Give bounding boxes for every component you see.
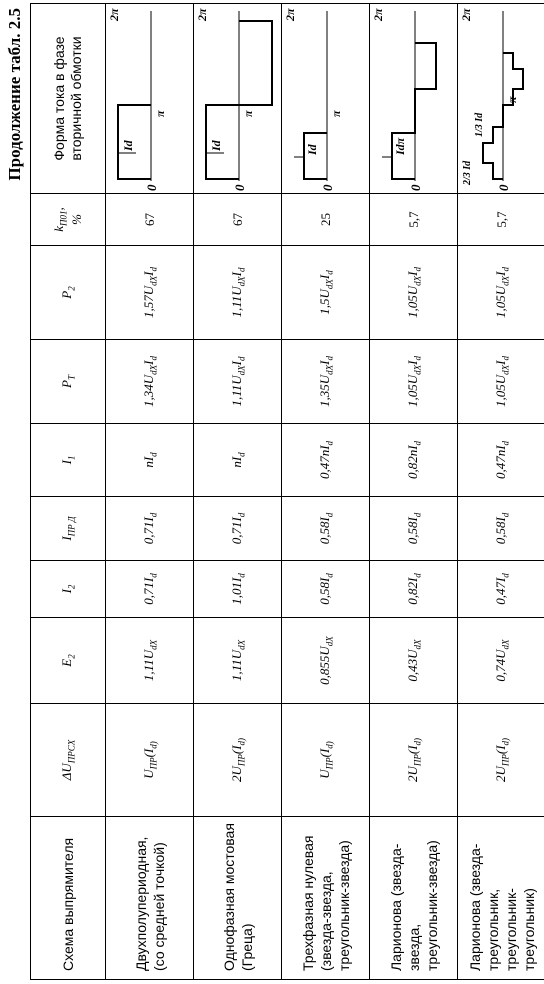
pi-label: π: [505, 96, 519, 103]
cell-ipr-text: $0,58I_d$: [404, 512, 423, 545]
cell-scheme: [282, 817, 370, 980]
cell-k: [106, 194, 194, 246]
two-thirds-label: 2/3 Id: [462, 160, 473, 185]
cell-waveform: [458, 4, 544, 194]
cell-p2: [370, 246, 458, 340]
cell-ipr: [194, 497, 282, 561]
cell-du-text: $U_{ПР}(I_{d)}$: [140, 741, 159, 779]
cell-i1-text: $nI_d$: [140, 452, 159, 468]
cell-i2: [282, 561, 370, 618]
header-ipr: $I_{ПР Д}$: [31, 497, 106, 561]
cell-du-text: $2U_{ПР}(I_{d)}$: [492, 737, 511, 783]
cell-e2: [458, 618, 544, 704]
cell-du-text: $2U_{ПР}(I_{d)}$: [228, 737, 247, 783]
cell-scheme: [194, 817, 282, 980]
cell-pt-text: $1,35U_{dX}I_d$: [316, 356, 335, 407]
cell-p2-text: $1,05U_{dX}I_d$: [404, 267, 423, 318]
table-row: [194, 4, 282, 980]
cell-i2-text: $0,47I_d$: [492, 573, 511, 605]
cell-k: [458, 194, 544, 246]
waveform-e: [458, 4, 544, 194]
cell-scheme: [370, 817, 458, 980]
two-pi-label: 2π: [459, 8, 473, 21]
cell-scheme-text: Ларионова (звезда-звезда, треугольник-звезда): [387, 840, 440, 971]
cell-e2: [282, 618, 370, 704]
cell-p2-text: $1,05U_{dX}I_d$: [492, 267, 511, 318]
cell-scheme-text: Двухполупериодная, (со средней точкой): [132, 836, 167, 971]
cell-du: [458, 704, 544, 817]
cell-p2: [194, 246, 282, 340]
id-label: Id: [305, 144, 319, 155]
cell-e2: [194, 618, 282, 704]
cell-k-text: 5,7: [405, 211, 421, 228]
cell-p2-text: $1,11U_{dX}I_d$: [228, 267, 247, 318]
cell-k: [370, 194, 458, 246]
cell-pt: [194, 340, 282, 424]
waveform-d: [370, 4, 457, 194]
id-label: Id: [209, 140, 223, 151]
cell-waveform: [282, 4, 370, 194]
cell-p2-text: $1,5U_{dX}I_d$: [316, 270, 335, 315]
cell-waveform: [194, 4, 282, 194]
cell-i2: [106, 561, 194, 618]
waveform-a: [106, 4, 193, 194]
zero-label: 0: [408, 184, 423, 191]
zero-label: 0: [496, 184, 511, 191]
cell-e2-text: $1,11U_{dX}$: [140, 639, 159, 682]
rectifier-table: [30, 3, 544, 980]
cell-i2-text: $0,58I_d$: [316, 573, 335, 605]
cell-pt: [282, 340, 370, 424]
cell-ipr: [106, 497, 194, 561]
cell-scheme-text: Ларионова (звезда- треугольник, треугольник- треугольник): [466, 843, 537, 971]
cell-ipr: [370, 497, 458, 561]
cell-ipr: [282, 497, 370, 561]
cell-e2: [370, 618, 458, 704]
cell-i2-text: $1,01I_d$: [228, 573, 247, 605]
id-label: Id: [121, 140, 135, 151]
cell-ipr-text: $0,71I_d$: [228, 512, 247, 545]
cell-i1: [458, 424, 544, 497]
header-k: $k_{П01}$, %: [31, 194, 106, 246]
cell-k-text: 25: [317, 213, 333, 226]
id-pi-label: Idπ: [393, 137, 407, 155]
table-row: [282, 4, 370, 980]
zero-label: 0: [320, 184, 335, 191]
cell-pt-text: $1,34U_{dX}I_d$: [140, 356, 159, 407]
waveform-b: [194, 4, 281, 194]
cell-pt-text: $1,05U_{dX}I_d$: [404, 356, 423, 407]
cell-i2: [194, 561, 282, 618]
cell-waveform: [370, 4, 458, 194]
cell-du-text: $U_{ПР}(I_{d)}$: [316, 741, 335, 779]
cell-i1-text: $0,47nI_d$: [492, 440, 511, 480]
cell-scheme: [106, 817, 194, 980]
table-row: [106, 4, 194, 980]
pi-label: π: [241, 110, 255, 117]
header-du: $\Delta U_{ПРСХ}$: [31, 704, 106, 817]
cell-p2: [458, 246, 544, 340]
cell-i1: [370, 424, 458, 497]
cell-i1-text: $0,82nI_d$: [404, 440, 423, 480]
cell-k: [194, 194, 282, 246]
pi-label: π: [329, 110, 343, 117]
cell-e2-text: $0,855U_{dX}$: [316, 636, 335, 685]
cell-du: [194, 704, 282, 817]
cell-du: [370, 704, 458, 817]
cell-i1: [282, 424, 370, 497]
cell-scheme: [458, 817, 544, 980]
cell-e2-text: $0,74U_{dX}$: [492, 639, 511, 682]
pi-label: π: [153, 110, 167, 117]
table-row: [370, 4, 458, 980]
cell-i2-text: $0,82I_d$: [404, 573, 423, 605]
zero-label: 0: [232, 184, 247, 191]
cell-k: [282, 194, 370, 246]
cell-scheme-text: Трехфазная нулевая (звезда-звезда, треугольник-звезда): [299, 835, 352, 971]
cell-e2: [106, 618, 194, 704]
table-body: [106, 4, 544, 980]
cell-du: [106, 704, 194, 817]
cell-e2-text: $0,43U_{dX}$: [404, 639, 423, 682]
one-third-label: 1/3 Id: [474, 112, 485, 137]
cell-i1: [106, 424, 194, 497]
cell-i1-text: $0,47nI_d$: [316, 440, 335, 480]
pulse-third: [304, 133, 327, 179]
two-pi-label: 2π: [371, 8, 385, 21]
cell-k-text: 5,7: [493, 211, 509, 228]
cell-k-text: 67: [229, 213, 245, 226]
two-pi-label: 2π: [107, 8, 121, 21]
cell-ipr: [458, 497, 544, 561]
cell-pt-text: $1,11U_{dX}I_d$: [228, 356, 247, 407]
cell-e2-text: $1,11U_{dX}$: [228, 639, 247, 682]
table-row: [458, 4, 544, 980]
cell-i1-text: $nI_d$: [228, 452, 247, 468]
cell-waveform: [106, 4, 194, 194]
cell-p2: [106, 246, 194, 340]
cell-p2: [282, 246, 370, 340]
cell-i2-text: $0,71I_d$: [140, 573, 159, 605]
cell-pt: [106, 340, 194, 424]
header-p2: $P_2$: [31, 246, 106, 340]
header-waveform: Форма тока в фазе вторичной обмотки: [31, 4, 106, 194]
waveform-c: [282, 4, 369, 194]
cell-ipr-text: $0,58I_d$: [316, 512, 335, 545]
cell-pt: [458, 340, 544, 424]
header-scheme: Схема выпрямителя: [31, 817, 106, 980]
zero-label: 0: [144, 184, 159, 191]
pulse-bipolar-third: [392, 43, 436, 179]
header-pt: $P_T$: [31, 340, 106, 424]
cell-ipr-text: $0,71I_d$: [140, 512, 159, 545]
cell-du: [282, 704, 370, 817]
header-row: [31, 4, 106, 980]
two-pi-label: 2π: [195, 8, 209, 21]
cell-du-text: $2U_{ПР}(I_{d)}$: [404, 737, 423, 783]
header-e2: $E_2$: [31, 618, 106, 704]
cell-i1: [194, 424, 282, 497]
cell-p2-text: $1,57U_{dX}I_d$: [140, 267, 159, 318]
cell-pt-text: $1,05U_{dX}I_d$: [492, 356, 511, 407]
cell-ipr-text: $0,58I_d$: [492, 512, 511, 545]
two-pi-label: 2π: [283, 8, 297, 21]
cell-i2: [458, 561, 544, 618]
cell-i2: [370, 561, 458, 618]
header-i1: $I_1$: [31, 424, 106, 497]
table-caption: Продолжение табл. 2.5: [5, 8, 24, 181]
cell-k-text: 67: [141, 213, 157, 226]
cell-pt: [370, 340, 458, 424]
header-i2: $I_2$: [31, 561, 106, 618]
cell-scheme-text: Однофазная мостовая (Греца): [220, 823, 255, 971]
